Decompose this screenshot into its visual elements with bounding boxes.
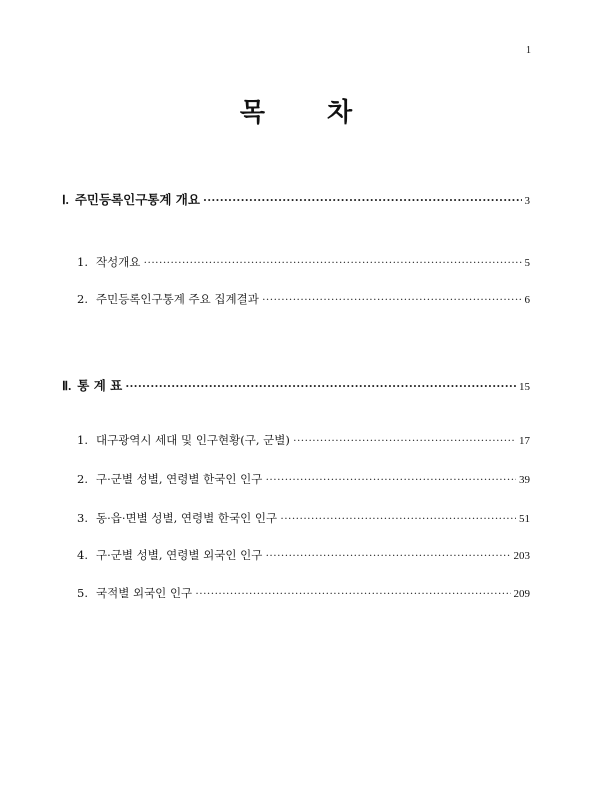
item-page: 6 xyxy=(524,294,530,306)
item-label: 주민등록인구통계 주요 집계결과 xyxy=(95,292,259,306)
toc-title-first: 목 xyxy=(239,98,267,128)
leader-dots xyxy=(280,513,516,525)
section-label: 주민등록인구통계 개요 xyxy=(74,192,200,207)
item-label: 대구광역시 세대 및 인구현황(구, 군별) xyxy=(95,433,290,447)
item-label: 구·군별 성별, 연령별 외국인 인구 xyxy=(95,548,263,562)
leader-dots xyxy=(195,588,510,600)
page-number: 1 xyxy=(526,45,531,56)
toc-item-1-2[interactable] xyxy=(77,291,530,307)
toc-item-1-1[interactable] xyxy=(77,254,530,270)
item-number: 1. xyxy=(77,255,88,269)
leader-dots xyxy=(125,379,516,394)
leader-dots xyxy=(293,435,516,447)
item-page: 203 xyxy=(513,550,530,562)
item-label: 국적별 외국인 인구 xyxy=(95,586,193,600)
item-label: 구·군별 성별, 연령별 한국인 인구 xyxy=(95,472,263,486)
item-page: 17 xyxy=(519,435,530,447)
section-number: Ⅰ. xyxy=(62,193,69,207)
item-page: 5 xyxy=(524,257,530,269)
item-number: 3. xyxy=(77,511,88,525)
section-number: Ⅱ. xyxy=(62,379,72,393)
toc-item-2-4[interactable] xyxy=(77,547,530,563)
toc-item-2-2[interactable] xyxy=(77,471,530,487)
item-page: 209 xyxy=(513,588,530,600)
item-number: 4. xyxy=(77,548,88,562)
leader-dots xyxy=(265,474,516,486)
leader-dots xyxy=(203,193,522,208)
section-label: 통 계 표 xyxy=(77,378,123,393)
section-page: 15 xyxy=(519,381,530,393)
item-number: 2. xyxy=(77,472,88,486)
leader-dots xyxy=(262,294,522,306)
toc-title xyxy=(0,92,594,129)
toc-title-second: 차 xyxy=(327,98,355,128)
leader-dots xyxy=(143,257,521,269)
section-page: 3 xyxy=(524,195,530,207)
toc-section-2[interactable] xyxy=(62,376,530,394)
toc-item-2-5[interactable] xyxy=(77,585,530,601)
item-label: 작성개요 xyxy=(95,255,141,269)
leader-dots xyxy=(265,550,510,562)
item-number: 5. xyxy=(77,586,88,600)
toc-section-1[interactable] xyxy=(62,190,530,208)
item-number: 1. xyxy=(77,433,88,447)
item-number: 2. xyxy=(77,292,88,306)
item-page: 39 xyxy=(519,474,530,486)
toc-item-2-3[interactable] xyxy=(77,510,530,526)
item-page: 51 xyxy=(519,513,530,525)
item-label: 동·읍·면별 성별, 연령별 한국인 인구 xyxy=(95,511,278,525)
toc-item-2-1[interactable] xyxy=(77,432,530,448)
